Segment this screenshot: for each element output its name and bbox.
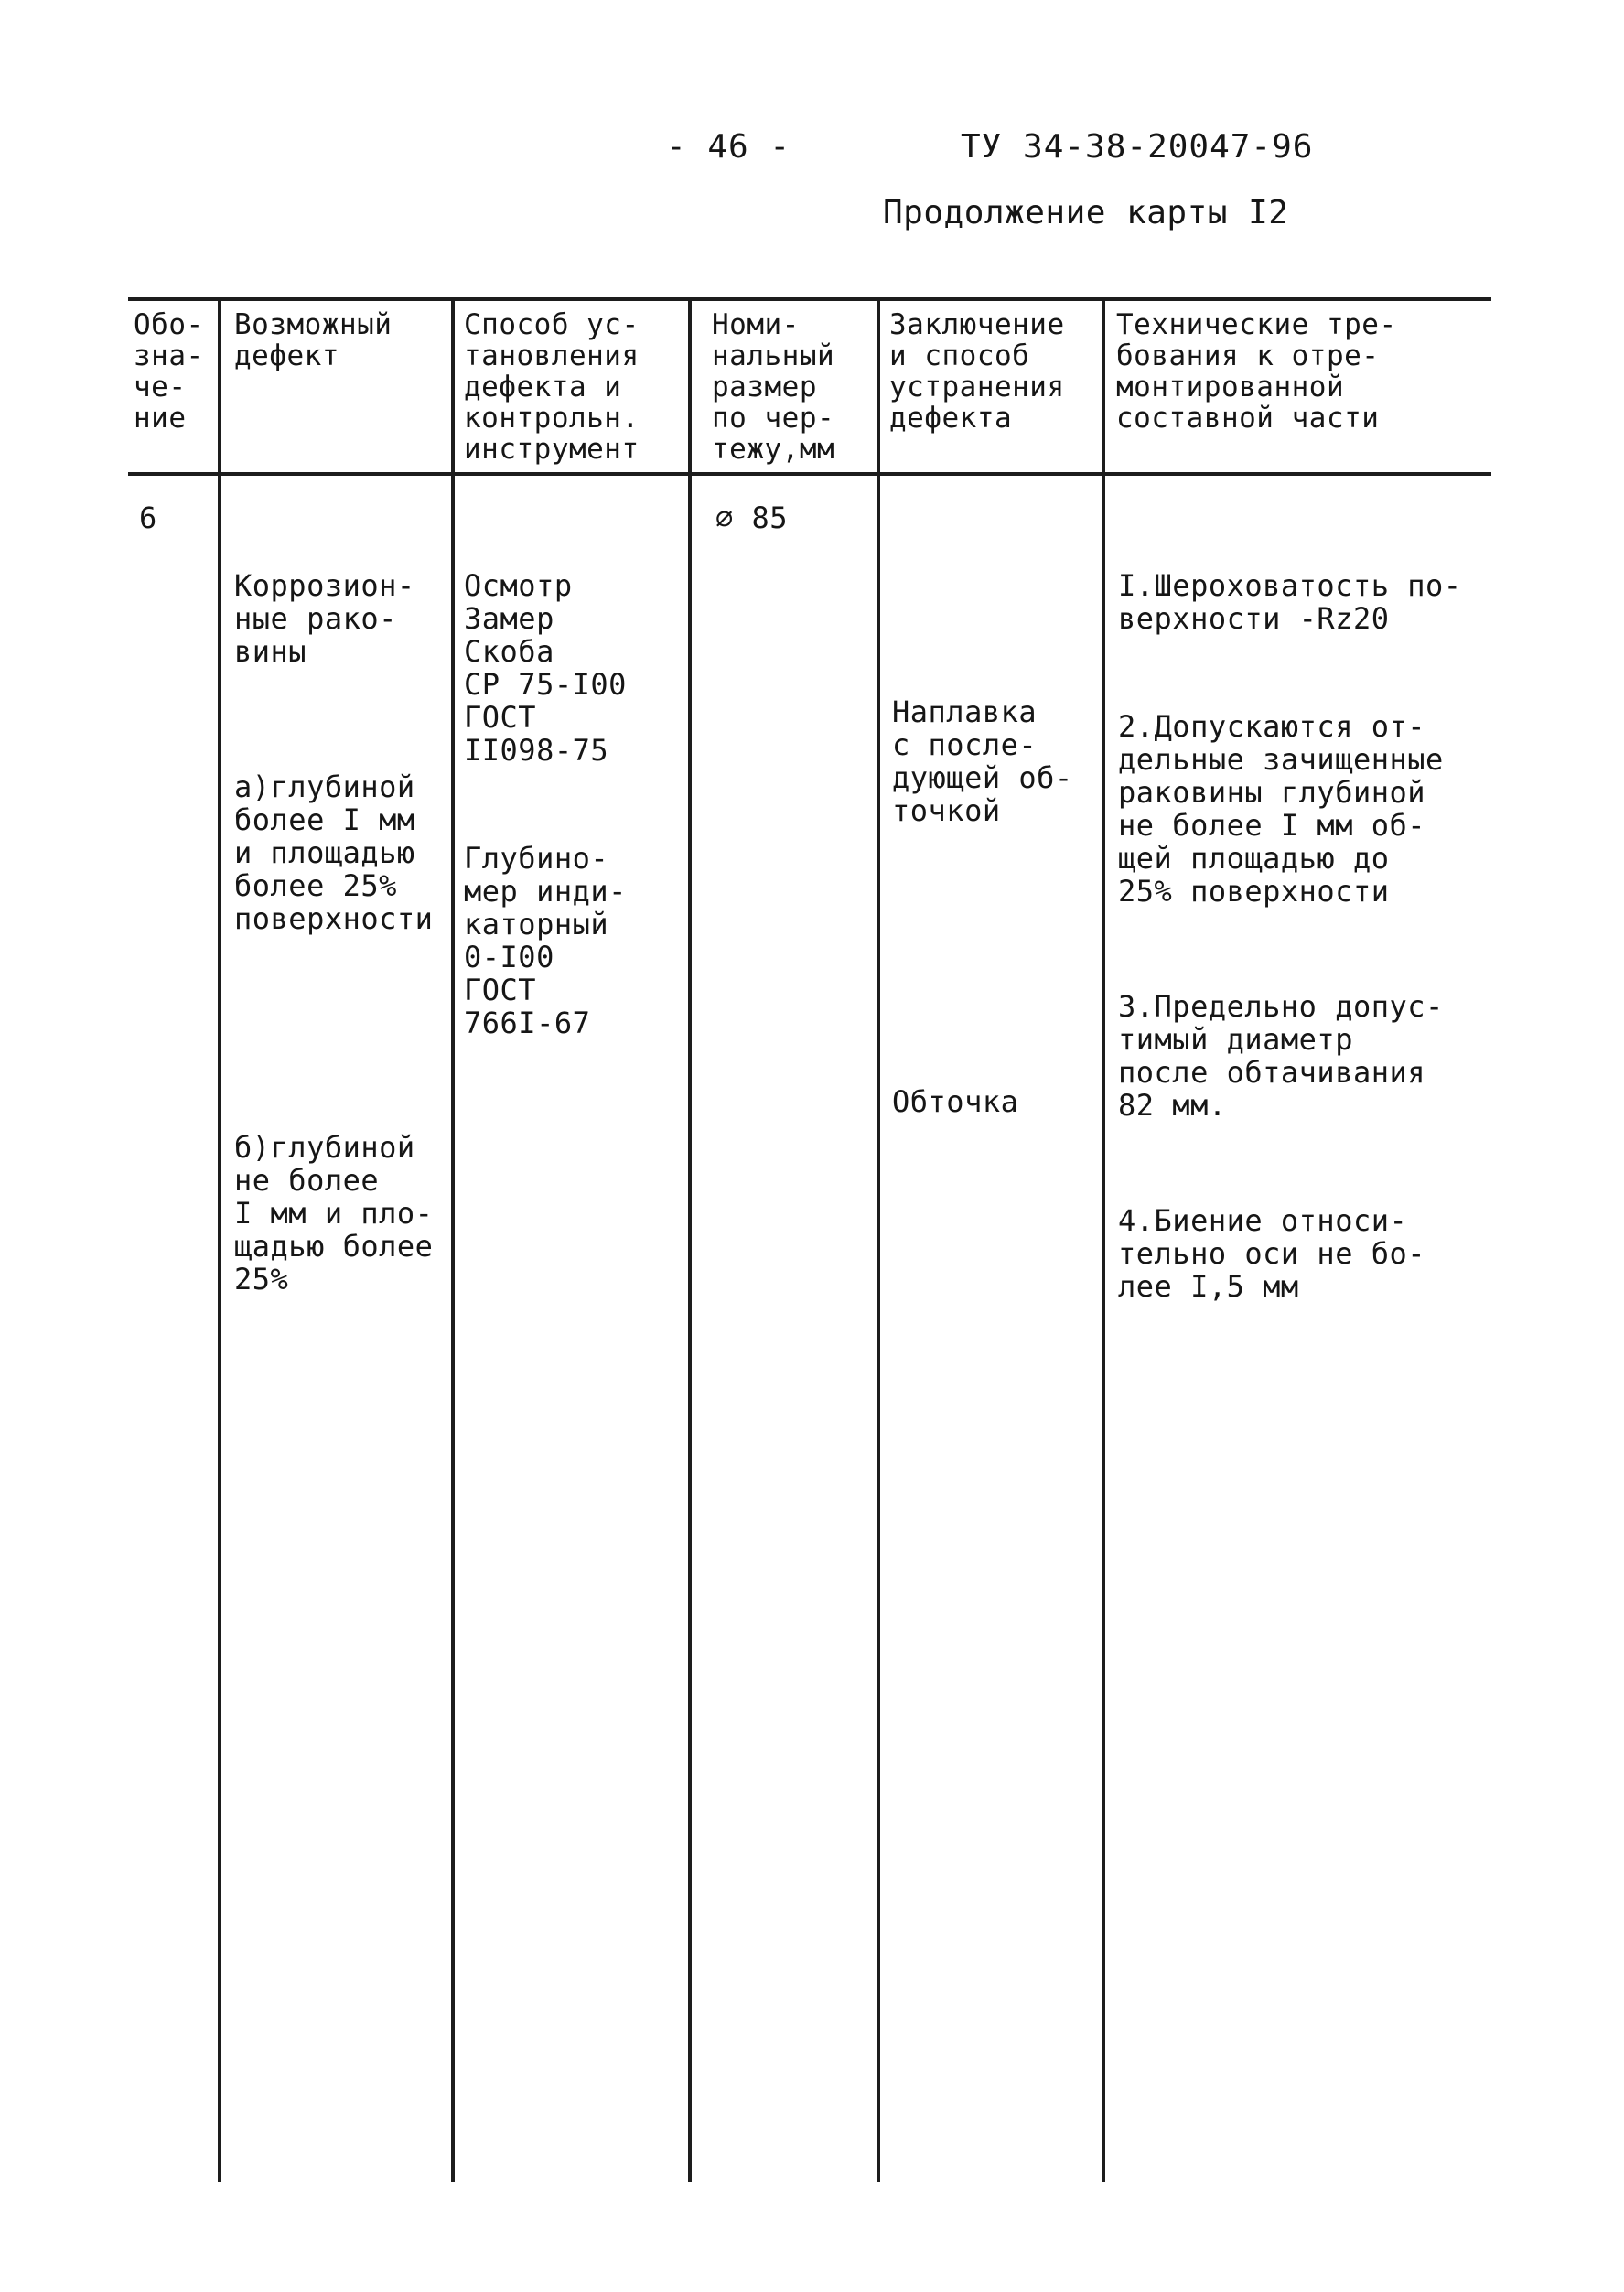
- column-header-requirements: Технические тре- бования к отре- монтированной составной части: [1116, 308, 1397, 435]
- requirement-3: 3.Предельно допус- тимый диаметр после обтачивания 82 мм.: [1118, 989, 1444, 1123]
- defect-title: Коррозион- ные рако- вины: [234, 568, 415, 669]
- document-code: ТУ 34-38-20047-96: [961, 128, 1314, 166]
- column-header-nominal-size: Номи- нальный размер по чер- тежу,мм: [712, 308, 835, 466]
- requirements-cell: [1118, 503, 1462, 1336]
- method-cell: [464, 503, 627, 1072]
- column-header-method: Способ ус- тановления дефекта и контрольн. инструмент: [464, 308, 640, 466]
- column-header-conclusion: Заключение и способ устранения дефекта: [889, 308, 1065, 435]
- column-divider-3: [688, 297, 692, 2182]
- defect-cell: [234, 503, 433, 1329]
- requirement-2: 2.Допускаются от- дельные зачищенные раковины глубиной не более I мм об- щей площадью до 25% поверхности: [1118, 709, 1444, 909]
- column-divider-1: [218, 297, 221, 2182]
- conclusion-cell: [892, 629, 1073, 1151]
- nominal-size: ⌀ 85: [715, 500, 789, 535]
- page-number: - 46 -: [666, 128, 791, 166]
- requirement-1: I.Шероховатость по- верхности -Rz20: [1118, 568, 1462, 636]
- continuation-title: Продолжение карты I2: [883, 194, 1289, 231]
- defect-case-b: б)глубиной не более I мм и пло- щадью более 25%: [234, 1130, 434, 1297]
- column-header-defect: Возможный дефект: [234, 308, 393, 372]
- method-part-1: Осмотр Замер Скоба СР 75-I00 ГОСТ II098-75: [464, 568, 627, 768]
- column-divider-4: [877, 297, 880, 2182]
- column-divider-2: [451, 297, 455, 2182]
- conclusion-case-a: Наплавка с после- дующей об- точкой: [892, 694, 1073, 828]
- column-header-designation: Обо- зна- че- ние: [134, 308, 204, 435]
- method-part-2: Глубино- мер инди- каторный 0-I00 ГОСТ 766I-67: [464, 841, 627, 1040]
- requirement-4: 4.Биение относи- тельно оси не бо- лее I,5 мм: [1118, 1203, 1426, 1304]
- row-designation: 6: [139, 500, 157, 535]
- column-divider-5: [1102, 297, 1105, 2182]
- table-header-rule: [128, 472, 1491, 476]
- defect-case-a: а)глубиной более I мм и площадью более 25% поверхности: [234, 769, 434, 936]
- conclusion-case-b: Обточка: [892, 1084, 1019, 1119]
- table-top-rule: [128, 297, 1491, 301]
